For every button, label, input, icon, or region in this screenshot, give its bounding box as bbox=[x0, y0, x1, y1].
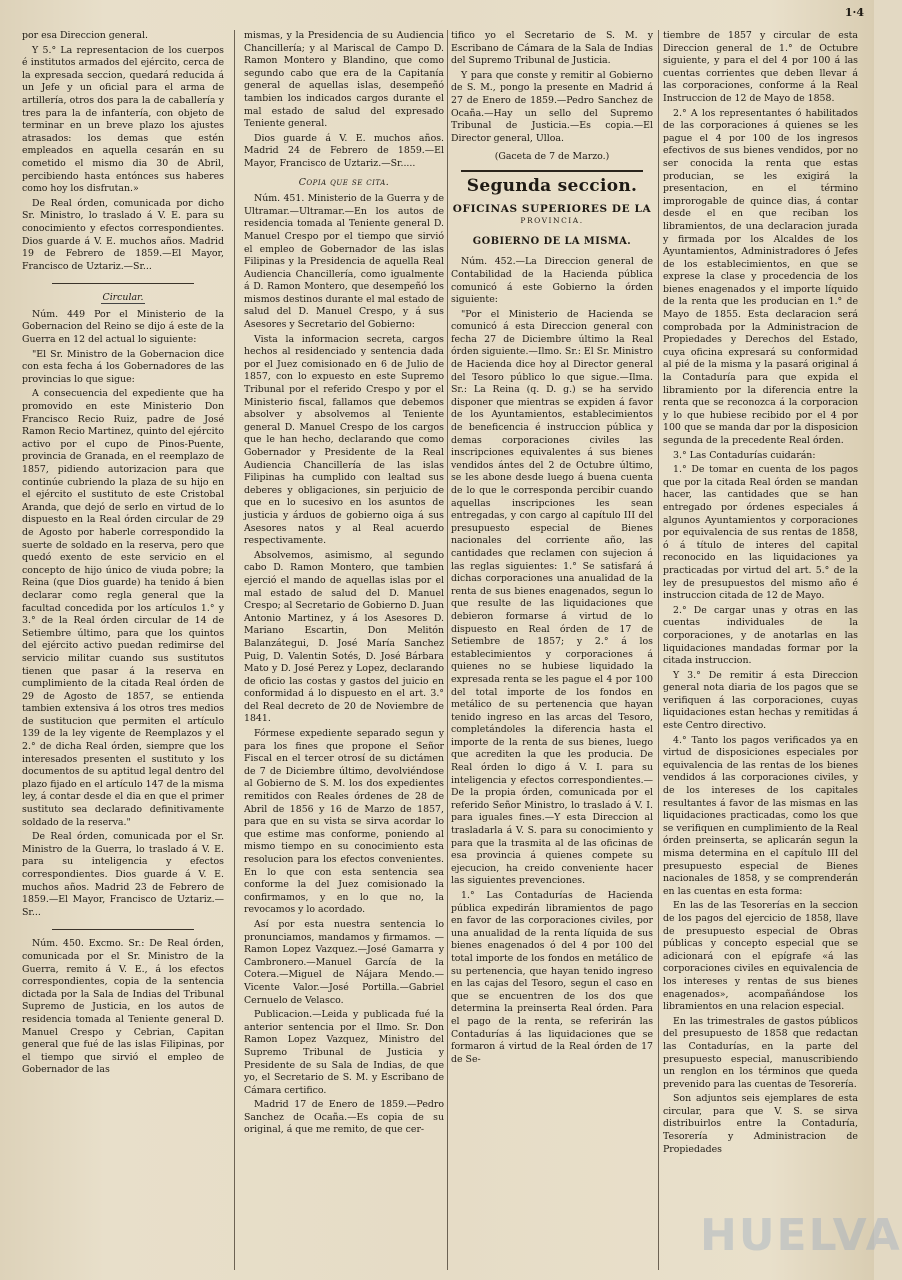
column-2 bbox=[244, 30, 444, 1270]
column-3 bbox=[451, 30, 653, 1270]
paragraph: 4.° Tanto los pagos verificados ya en virtud de disposiciones especiales por equivalencia de las rentas de los bienes vendidos á las corporaciones civiles, y de los intereses de los capitales resultantes á favor de las mismas en las liquidaciones practicadas, como los que se verifiquen en cumplimiento de la Real órden preinserta, se aplicarán segun la misma determina en el capítulo III del presupuesto especial de Bienes nacionales de 1858, y se comprenderán en las cuentas en esta forma: bbox=[663, 734, 858, 897]
provincia-subheading: PROVINCIA. bbox=[520, 216, 584, 226]
paragraph: "Por el Ministerio de Hacienda se comunicó á esta Direccion general con fecha 27 de Diciembre último la Real órden siguiente.—Ilmo. Sr.: El Sr. Ministro de Hacienda dice hoy al Director general del Tesoro público lo que sigue.—Ilma. Sr.: La Reina (q. D. g.) se ha servido disponer que mientras se expiden á favor de los Ayuntamientos, establecimientos de beneficencia é instruccion pública y demas corporaciones civiles las inscripciones equivalentes á sus bienes vendidos ántes del 2 de Octubre último, se les abone desde luego á buena cuenta de lo que le corresponda percibir cuando aquellas inscripciones les sean entregadas, y con cargo al capítulo III del presupuesto especial de Bienes nacionales del corriente año, las cantidades que reclamen con sujecion á las reglas siguientes: 1.° Se satisfará á dichas corporaciones una anualidad de la renta de sus bienes enagenados, segun lo que resulte de las liquidaciones que debieron formarse á virtud de lo dispuesto en Real órden de 17 de Setiembre de 1857; y 2.° á los establecimientos y corporaciones á quienes no se hubiese liquidado la expresada renta se les pague el 4 por 100 del total importe de los fondos en metálico de su pertenencia que hayan tenido ingreso en las arcas del Tesoro, completándoles la diferencia hasta el importe de la renta de sus bienes, luego que acrediten la que les producia. De Real órden lo digo á V. I. para su inteligencia y efectos correspondientes.—De la propia órden, comunicada por el referido Señor Ministro, lo traslado á V. I. para iguales fines.—Y esta Direccion al trasladarla á V. S. para su conocimiento y para que la trasmita al de las oficinas de esa provincia á quienes compete su ejecucion, ha creido conveniente hacer las siguientes prevenciones. bbox=[451, 308, 653, 887]
column-divider bbox=[658, 30, 659, 1270]
column-1 bbox=[22, 30, 224, 1270]
paragraph: Núm. 450. Excmo. Sr.: De Real órden, comunicada por el Sr. Ministro de la Guerra, remito á V. E., á los efectos correspondientes, copia de la sentencia dictada por la Sala de Indias del Tribunal Supremo de Justicia, en los autos de residencia tomada al Teniente general D. Manuel Crespo y Cebrian, Capitan general que fué de las islas Filipinas, por el tiempo que sirvió el empleo de Gobernador de las bbox=[22, 938, 224, 1076]
paragraph: Madrid 17 de Enero de 1859.—Pedro Sanchez de Ocaña.—Es copia de su original, á que me remito, de que cer- bbox=[244, 1099, 444, 1136]
column-4 bbox=[663, 30, 858, 1270]
paragraph: tifico yo el Secretario de S. M. y Escribano de Cámara de la Sala de Indias del Supremo Tribunal de Justicia. bbox=[451, 30, 653, 67]
paragraph: Publicacion.—Leida y publicada fué la anterior sentencia por el Ilmo. Sr. Don Ramon Lopez Vazquez, Ministro del Supremo Tribunal de Justicia y Presidente de su Sala de Indias, de que yo, el Secretario de S. M. y Escribano de Cámara certifico. bbox=[244, 1009, 444, 1096]
paragraph: De Real órden, comunicada por dicho Sr. Ministro, lo traslado á V. E. para su conocimiento y efectos correspondientes. Dios guarde á V. E. muchos años. Madrid 19 de Febrero de 1859.—El Mayor, Francisco de Uztariz.—Sr... bbox=[22, 197, 224, 272]
divider bbox=[461, 170, 643, 172]
column-divider bbox=[234, 30, 235, 1270]
paragraph: Así por esta nuestra sentencia lo pronunciamos, mandamos y firmamos. —Ramon Lopez Vazquez.—José Gamarra y Cambronero.—Manuel García de la Cotera.—Miguel de Nájara Mendo.—Vicente Valor.—José Portilla.—Gabriel Cernuelo de Velasco. bbox=[244, 918, 444, 1006]
paragraph: Y para que conste y remitir al Gobierno de S. M., pongo la presente en Madrid á 27 de Enero de 1859.—Pedro Sanchez de Ocaña.—Hay un sello del Supremo Tribunal de Justicia.—Es copia.—El Director general, Ulloa. bbox=[451, 69, 653, 144]
paragraph: En las de las Tesorerías en la seccion de los pagos del ejercicio de 1858, llave de presupuesto especial de Obras públicas y concepto especial que se adicionará con el epígrafe «á las corporaciones civiles en equivalencia de los intereses y rentas de sus bienes enagenados», acompañándose los libramientos en una relacion especial. bbox=[663, 900, 858, 1013]
page-number: 1·4 bbox=[844, 6, 864, 19]
paragraph: Núm. 449 Por el Ministerio de la Gobernacion del Reino se dijo á este de la Guerra en 12 del actual lo siguiente: bbox=[22, 308, 224, 346]
paragraph: Absolvemos, asimismo, al segundo cabo D. Ramon Montero, que tambien ejerció el mando de aquellas islas por el mal estado de salud del D. Manuel Crespo; al Secretario de Gobierno D. Juan Antonio Martinez, y á los Asesores D. Mariano Escartin, Don Melitón Balanzátegui, D. José María Sanchez Puig, D. Valentin Sotés, D. José Bárbara Mato y D. José Perez y Lopez, declarando de oficio las costas y gastos del juicio en conformidad á lo dispuesto en el art. 3.° del Real decreto de 20 de Noviembre de 1841. bbox=[244, 549, 444, 725]
paragraph: por esa Direccion general. bbox=[22, 30, 148, 41]
circular-heading: Circular. bbox=[102, 292, 144, 304]
paragraph: Núm. 452.—La Direccion general de Contabilidad de la Hacienda pública comunicó á este Gobierno la órden siguiente: bbox=[451, 256, 653, 306]
paragraph: Son adjuntos seis ejemplares de esta circular, para que V. S. se sirva distribuirlos entre la Contaduría, Tesorería y Administracion de Propiedades bbox=[663, 1093, 858, 1155]
gobierno-heading: GOBIERNO DE LA MISMA. bbox=[472, 235, 632, 247]
paragraph: 1.° De tomar en cuenta de los pagos que por la citada Real órden se mandan hacer, las cantidades que se han entregado por órdenes especiales á algunos Ayuntamientos y corporaciones por equivalencia de sus rentas de 1858, ó á título de interes del capital reconocido en las liquidaciones ya practicadas por virtud del art. 5.° de la ley de presupuestos del mismo año é instruccion citada de 12 de Mayo. bbox=[663, 464, 858, 602]
divider bbox=[52, 929, 194, 930]
copia-heading: Copia que se cita. bbox=[298, 176, 390, 188]
section-heading: Segunda seccion. bbox=[466, 175, 638, 196]
huelva-watermark: HUELVA bbox=[700, 1210, 902, 1261]
gaceta-reference: (Gaceta de 7 de Marzo.) bbox=[494, 151, 610, 163]
paragraph: De Real órden, comunicada por el Sr. Ministro de la Guerra, lo traslado á V. E. para su inteligencia y efectos correspondientes. Dios guarde á V. E. muchos años. Madrid 23 de Febrero de 1859.—El Mayor, Francisco de Uztariz.—Sr... bbox=[22, 831, 224, 918]
paragraph: 1.° Las Contadurías de Hacienda pública expedirán libramientos de pago en favor de las corporaciones civiles, por una anualidad de la renta líquida de sus bienes enagenados ó del 4 por 100 del total importe de los fondos en metálico de su pertenencia, que hayan tenido ingreso en las cajas del Tesoro, segun el caso en que se encuentren de los dos que determina la preinserta Real órden. Para el pago de la renta, se referirán las Contadurías á las liquidaciones que se formaron á virtud de la Real órden de 17 de Se- bbox=[451, 890, 653, 1065]
paragraph: En las trimestrales de gastos públicos del presupuesto de 1858 que redactan las Contadurías, en la parte del presupuesto especial, manuscribiendo un renglon en los términos que queda prevenido para las cuentas de Tesorería. bbox=[663, 1015, 858, 1090]
paragraph: Fórmese expediente separado segun y para los fines que propone el Señor Fiscal en el tercer otrosí de su dictámen de 7 de Diciembre último, devolviéndose al Gobierno de S. M. los dos expedientes remitidos con Reales órdenes de 28 de Abril de 1856 y 16 de Marzo de 1857, para que en su vista se sirva acordar lo que estime mas conforme, poniendo al mismo tiempo en su conocimiento esta resolucion para los efectos convenientes. En lo que con esta sentencia sea conforme la del Juez comisionado la confirmamos, y en lo que no, la revocamos y lo acordado. bbox=[244, 728, 444, 916]
paragraph: mismas, y la Presidencia de su Audiencia Chancillería; y al Mariscal de Campo D. Ramon Montero y Blandino, que como segundo cabo que era de la Capitanía general de aquellas islas, desempeñó tambien los indicados cargos durante el mal estado de salud del expresado Teniente general. bbox=[244, 30, 444, 130]
paragraph: Dios guarde á V. E. muchos años. Madrid 24 de Febrero de 1859.—El Mayor, Francisco de Uztariz.—Sr..... bbox=[244, 132, 444, 169]
paragraph: Y 3.° De remitir á esta Direccion general nota diaria de los pagos que se verifiquen á las corporaciones, cuyas liquidaciones estan hechas y remitidas á este Centro directivo. bbox=[663, 669, 858, 732]
paragraph: 3.° Las Contadurías cuidarán: bbox=[673, 449, 816, 461]
paragraph: Vista la informacion secreta, cargos hechos al residenciado y sentencia dada por el Juez comisionado en 6 de Julio de 1857, con lo expuesto en este Supremo Tribunal por el referido Crespo y por el Ministerio fiscal, fallamos que debemos absolver y absolvemos al Teniente general D. Manuel Crespo de los cargos que le han hecho, declarando que como Gobernador y Presidente de la Real Audiencia Chancillería de las islas Filipinas ha cumplido con lealtad sus deberes y obligaciones, sin perjuicio de que en lo sucesivo en los asuntos de justicia y árduos de gobierno oiga á sus Asesores natos y al Real acuerdo respectivamente. bbox=[244, 333, 444, 547]
paragraph: A consecuencia del expediente que ha promovido en este Ministerio Don Francisco Recio Ruiz, padre de José Ramon Recio Martinez, quinto del ejército activo por el cupo de Pinos-Puente, provincia de Granada, en el reemplazo de 1857, pidiendo autorizacion para que continúe cubriendo la plaza de su hijo en el ejército el sustituto de este Cristobal Aranda, que dejó de serlo en virtud de lo dispuesto en la Real órden circular de 29 de Agosto por haberle correspondido la suerte de soldado en la reserva, pero que quedó exento de este servicio en el concepto de hijo único de viuda pobre; la Reina (que Dios guarde) ha tenido á bien declarar como regla general que la facultad concedida por los artículos 1.° y 3.° de la Real órden circular de 14 de Setiembre último, para que los quintos del ejército activo puedan redimirse del servicio militar cuando sus sustitutos tienen que pasar á la reserva en cumplimiento de la citada Real órden de 29 de Agosto de 1857, se entienda tambien extensiva á los otros tres medios de sustitucion que permiten el artículo 139 de la ley vigente de Reemplazos y el 2.° de dicha Real órden, siempre que los interesados presenten el sustituto y los documentos de su aptitud legal dentro del plazo fijado en el artículo 147 de la misma ley, á contar desde el dia en que el primer sustituto sea declarado definitivamente soldado de la reserva." bbox=[22, 388, 224, 828]
paragraph: Núm. 451. Ministerio de la Guerra y de Ultramar.—Ultramar.—En los autos de residencia tomada al Teniente general D. Manuel Crespo por el tiempo que sirvió el empleo de Gobernador de las islas Filipinas y la Presidencia de aquella Real Audiencia Chancillería, como igualmente á D. Ramon Montero, que desempeñó los mismos destinos durante el mal estado de salud del D. Manuel Crespo, y á sus Asesores y Secretario del Gobierno: bbox=[244, 193, 444, 331]
paragraph: 2.° De cargar unas y otras en las cuentas individuales de la corporaciones, y de anotarlas en las liquidaciones mandadas formar por la citada instruccion. bbox=[663, 604, 858, 667]
paragraph: "El Sr. Ministro de la Gobernacion dice con esta fecha á los Gobernadores de las provincias lo que sigue: bbox=[22, 348, 224, 385]
paragraph: Y 5.° La representacion de los cuerpos é institutos armados del ejército, cerca de la expresada seccion, quedará reducida á un Jefe y un oficial para el arma de artillería, otros dos para la de caballería y tres para la de infantería, con objeto de terminar en un breve plazo los ajustes atrasados: los demas que estén empleados en aquella cesarán en su cometido el mismo dia 30 de Abril, percibiendo hasta entónces sus haberes como hoy los disfrutan.» bbox=[22, 44, 224, 195]
divider bbox=[52, 283, 194, 284]
paragraph: 2.° A los representantes ó habilitados de las corporaciones á quienes se les pague el 4 por 100 de los ingresos efectivos de sus bienes vendidos, por no ser conocida la renta que estas producian, se les exigirá la presentacion, en el término improrogable de quince dias, á contar desde el en que reciban los libramientos, de una declaracion jurada y firmada por los Alcaldes de los Ayuntamientos, Administradores ó Jefes de los establecimientos, en que se exprese la clase y procedencia de los bienes enagenados y el importe líquido de la renta que les producian en 1.° de Mayo de 1855. Esta declaracion será comprobada por la Administracion de Propiedades y Derechos del Estado, cuya oficina expresará su conformidad al pié de la misma y la pasará original á la Contaduría para que expida el libramiento por la diferencia entre la renta que se reconozca á la corporacion y lo que hubiese recibido por el 4 por 100 que se manda dar por la disposicion segunda de la precedente Real órden. bbox=[663, 107, 858, 446]
column-divider bbox=[447, 30, 448, 1270]
paragraph: tiembre de 1857 y circular de esta Direccion general de 1.° de Octubre siguiente, y para el del 4 por 100 á las cuentas corrientes que deben llevar á las corporaciones, conforme á la Real Instruccion de 12 de Mayo de 1858. bbox=[663, 30, 858, 104]
oficinas-heading: OFICINAS SUPERIORES DE LA bbox=[452, 202, 652, 215]
